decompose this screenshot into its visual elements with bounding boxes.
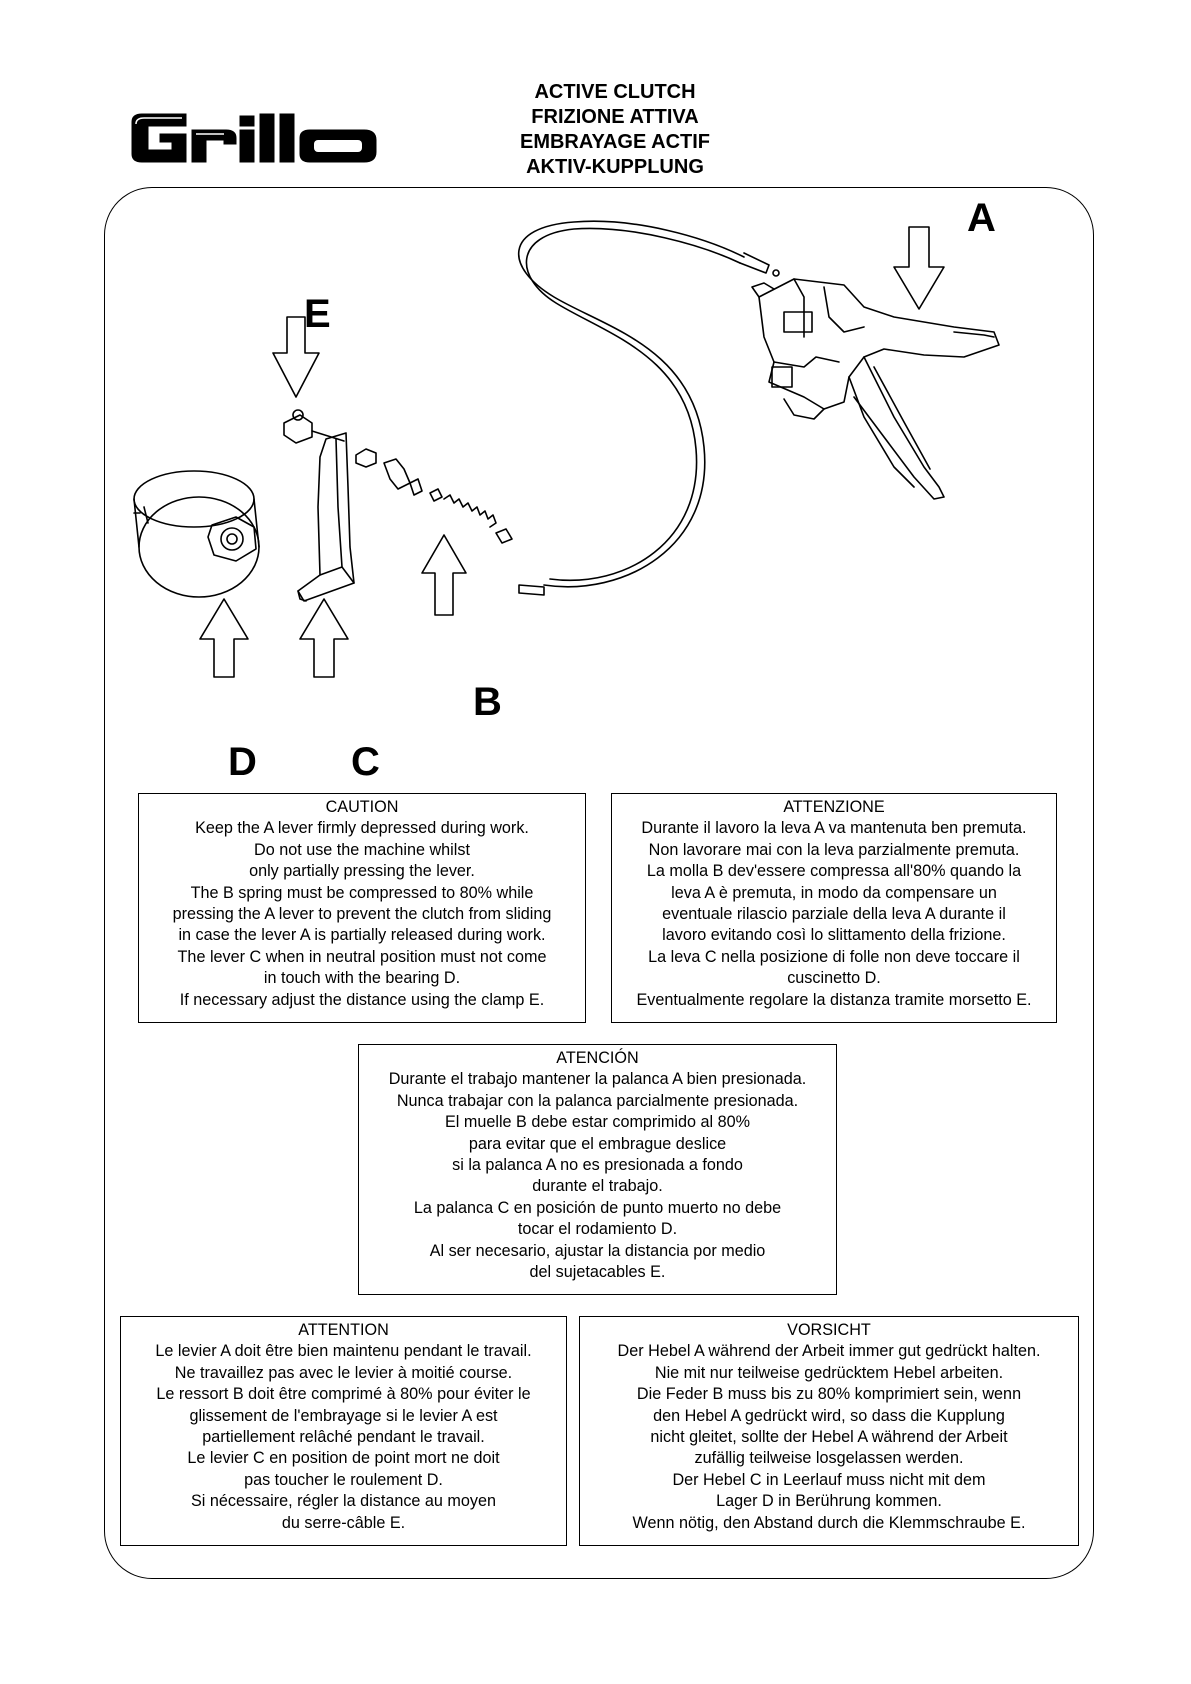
label-d: D bbox=[228, 740, 257, 784]
label-a: A bbox=[967, 196, 996, 240]
box-heading: ATENCIÓN bbox=[556, 1049, 639, 1067]
label-b: B bbox=[473, 680, 502, 724]
box-line: pressing the A lever to prevent the clutch from sliding bbox=[172, 905, 552, 924]
document-title bbox=[455, 80, 775, 180]
caution-box-es bbox=[358, 1044, 837, 1295]
neutral-lever-part bbox=[298, 433, 354, 601]
box-line: den Hebel A gedrückt wird, so dass die Kupplung bbox=[653, 1406, 1005, 1425]
caution-box-de bbox=[579, 1316, 1079, 1546]
box-line: cuscinetto D. bbox=[787, 969, 881, 988]
title-de: AKTIV-KUPPLUNG bbox=[526, 156, 704, 178]
clamp-part bbox=[284, 410, 344, 443]
box-line: glissement de l'embrayage si le levier A est bbox=[189, 1406, 498, 1425]
box-line: Le levier A doit être bien maintenu pendant le travail. bbox=[155, 1342, 532, 1361]
arrow-b bbox=[422, 535, 466, 615]
title-it: FRIZIONE ATTIVA bbox=[531, 106, 699, 128]
box-line: Die Feder B muss bis zu 80% komprimiert sein, wenn bbox=[636, 1385, 1022, 1404]
label-c: C bbox=[351, 740, 380, 784]
box-line: si la palanca A no es presionada a fondo bbox=[452, 1156, 743, 1175]
clutch-diagram bbox=[104, 187, 1094, 787]
bearing-part bbox=[134, 471, 259, 597]
box-line: zufällig teilweise losgelassen werden. bbox=[694, 1449, 964, 1468]
arrow-c bbox=[300, 599, 348, 677]
box-line: The lever C when in neutral position must not come bbox=[177, 947, 547, 966]
box-line: del sujetacables E. bbox=[529, 1263, 666, 1282]
clutch-cable bbox=[519, 221, 744, 587]
box-line: in touch with the bearing D. bbox=[263, 969, 461, 988]
box-line: La leva C nella posizione di folle non deve toccare il bbox=[648, 947, 1020, 966]
box-line: Nunca trabajar con la palanca parcialmente presionada. bbox=[396, 1091, 799, 1110]
arrow-d bbox=[200, 599, 248, 677]
box-line: Le levier C en position de point mort ne doit bbox=[187, 1449, 500, 1468]
caution-box-fr bbox=[120, 1316, 567, 1546]
box-line: durante el trabajo. bbox=[532, 1177, 663, 1196]
box-heading: ATTENTION bbox=[298, 1321, 389, 1339]
box-heading: CAUTION bbox=[325, 798, 399, 816]
box-line: du serre-câble E. bbox=[281, 1513, 406, 1532]
box-line: Non lavorare mai con la leva parzialmente premuta. bbox=[648, 840, 1020, 859]
box-line: eventuale rilascio parziale della leva A durante il bbox=[662, 905, 1006, 924]
box-line: Wenn nötig, den Abstand durch die Klemmschraube E. bbox=[632, 1513, 1026, 1532]
box-line: leva A è premuta, in modo da compensare un bbox=[671, 883, 997, 902]
box-heading: ATTENZIONE bbox=[783, 798, 885, 816]
box-line: Nie mit nur teilweise gedrücktem Hebel arbeiten. bbox=[654, 1363, 1004, 1382]
box-line: If necessary adjust the distance using the clamp E. bbox=[179, 990, 545, 1009]
box-line: partiellement relâché pendant le travail. bbox=[202, 1428, 485, 1447]
box-line: Lager D in Berührung kommen. bbox=[716, 1492, 942, 1511]
caution-box-en bbox=[138, 793, 586, 1023]
box-heading: VORSICHT bbox=[787, 1321, 871, 1339]
title-en: ACTIVE CLUTCH bbox=[534, 81, 696, 103]
box-line: nicht gleitet, sollte der Hebel A während der Arbeit bbox=[650, 1428, 1008, 1447]
box-line: Durante el trabajo mantener la palanca A bien presionada. bbox=[388, 1070, 807, 1089]
grillo-logo bbox=[128, 112, 380, 164]
box-line: Le ressort B doit être comprimé à 80% pour éviter le bbox=[156, 1385, 531, 1404]
box-line: Si nécessaire, régler la distance au moyen bbox=[190, 1492, 497, 1511]
title-fr: EMBRAYAGE ACTIF bbox=[519, 131, 711, 153]
box-line: Eventualmente regolare la distanza tramite morsetto E. bbox=[636, 990, 1032, 1009]
box-line: tocar el rodamiento D. bbox=[517, 1220, 678, 1239]
box-line: para evitar que el embrague deslice bbox=[468, 1134, 727, 1153]
caution-box-it bbox=[611, 793, 1057, 1023]
label-e: E bbox=[304, 292, 331, 336]
spring-assembly bbox=[356, 449, 512, 543]
box-line: Durante il lavoro la leva A va mantenuta ben premuta. bbox=[641, 819, 1027, 838]
box-line: Al ser necesario, ajustar la distancia por medio bbox=[429, 1241, 766, 1260]
box-line: Der Hebel C in Leerlauf muss nicht mit dem bbox=[672, 1470, 986, 1489]
box-line: lavoro evitando così lo slittamento della frizione. bbox=[662, 926, 1006, 945]
box-line: Der Hebel A während der Arbeit immer gut gedrückt halten. bbox=[617, 1342, 1041, 1361]
clutch-lever-assembly bbox=[752, 279, 999, 499]
box-line: Do not use the machine whilst bbox=[254, 840, 470, 859]
box-line: The B spring must be compressed to 80% while bbox=[190, 883, 534, 902]
box-line: El muelle B debe estar comprimido al 80% bbox=[444, 1113, 750, 1132]
box-line: La palanca C en posición de punto muerto no debe bbox=[413, 1198, 782, 1217]
box-line: Ne travaillez pas avec le levier à moitié course. bbox=[174, 1363, 513, 1382]
box-line: La molla B dev'essere compressa all'80% quando la bbox=[646, 862, 1022, 881]
box-line: in case the lever A is partially released during work. bbox=[178, 926, 546, 945]
box-line: Keep the A lever firmly depressed during work. bbox=[195, 819, 529, 838]
arrow-a bbox=[894, 227, 944, 309]
box-line: only partially pressing the lever. bbox=[249, 862, 475, 881]
box-line: pas toucher le roulement D. bbox=[244, 1470, 443, 1489]
